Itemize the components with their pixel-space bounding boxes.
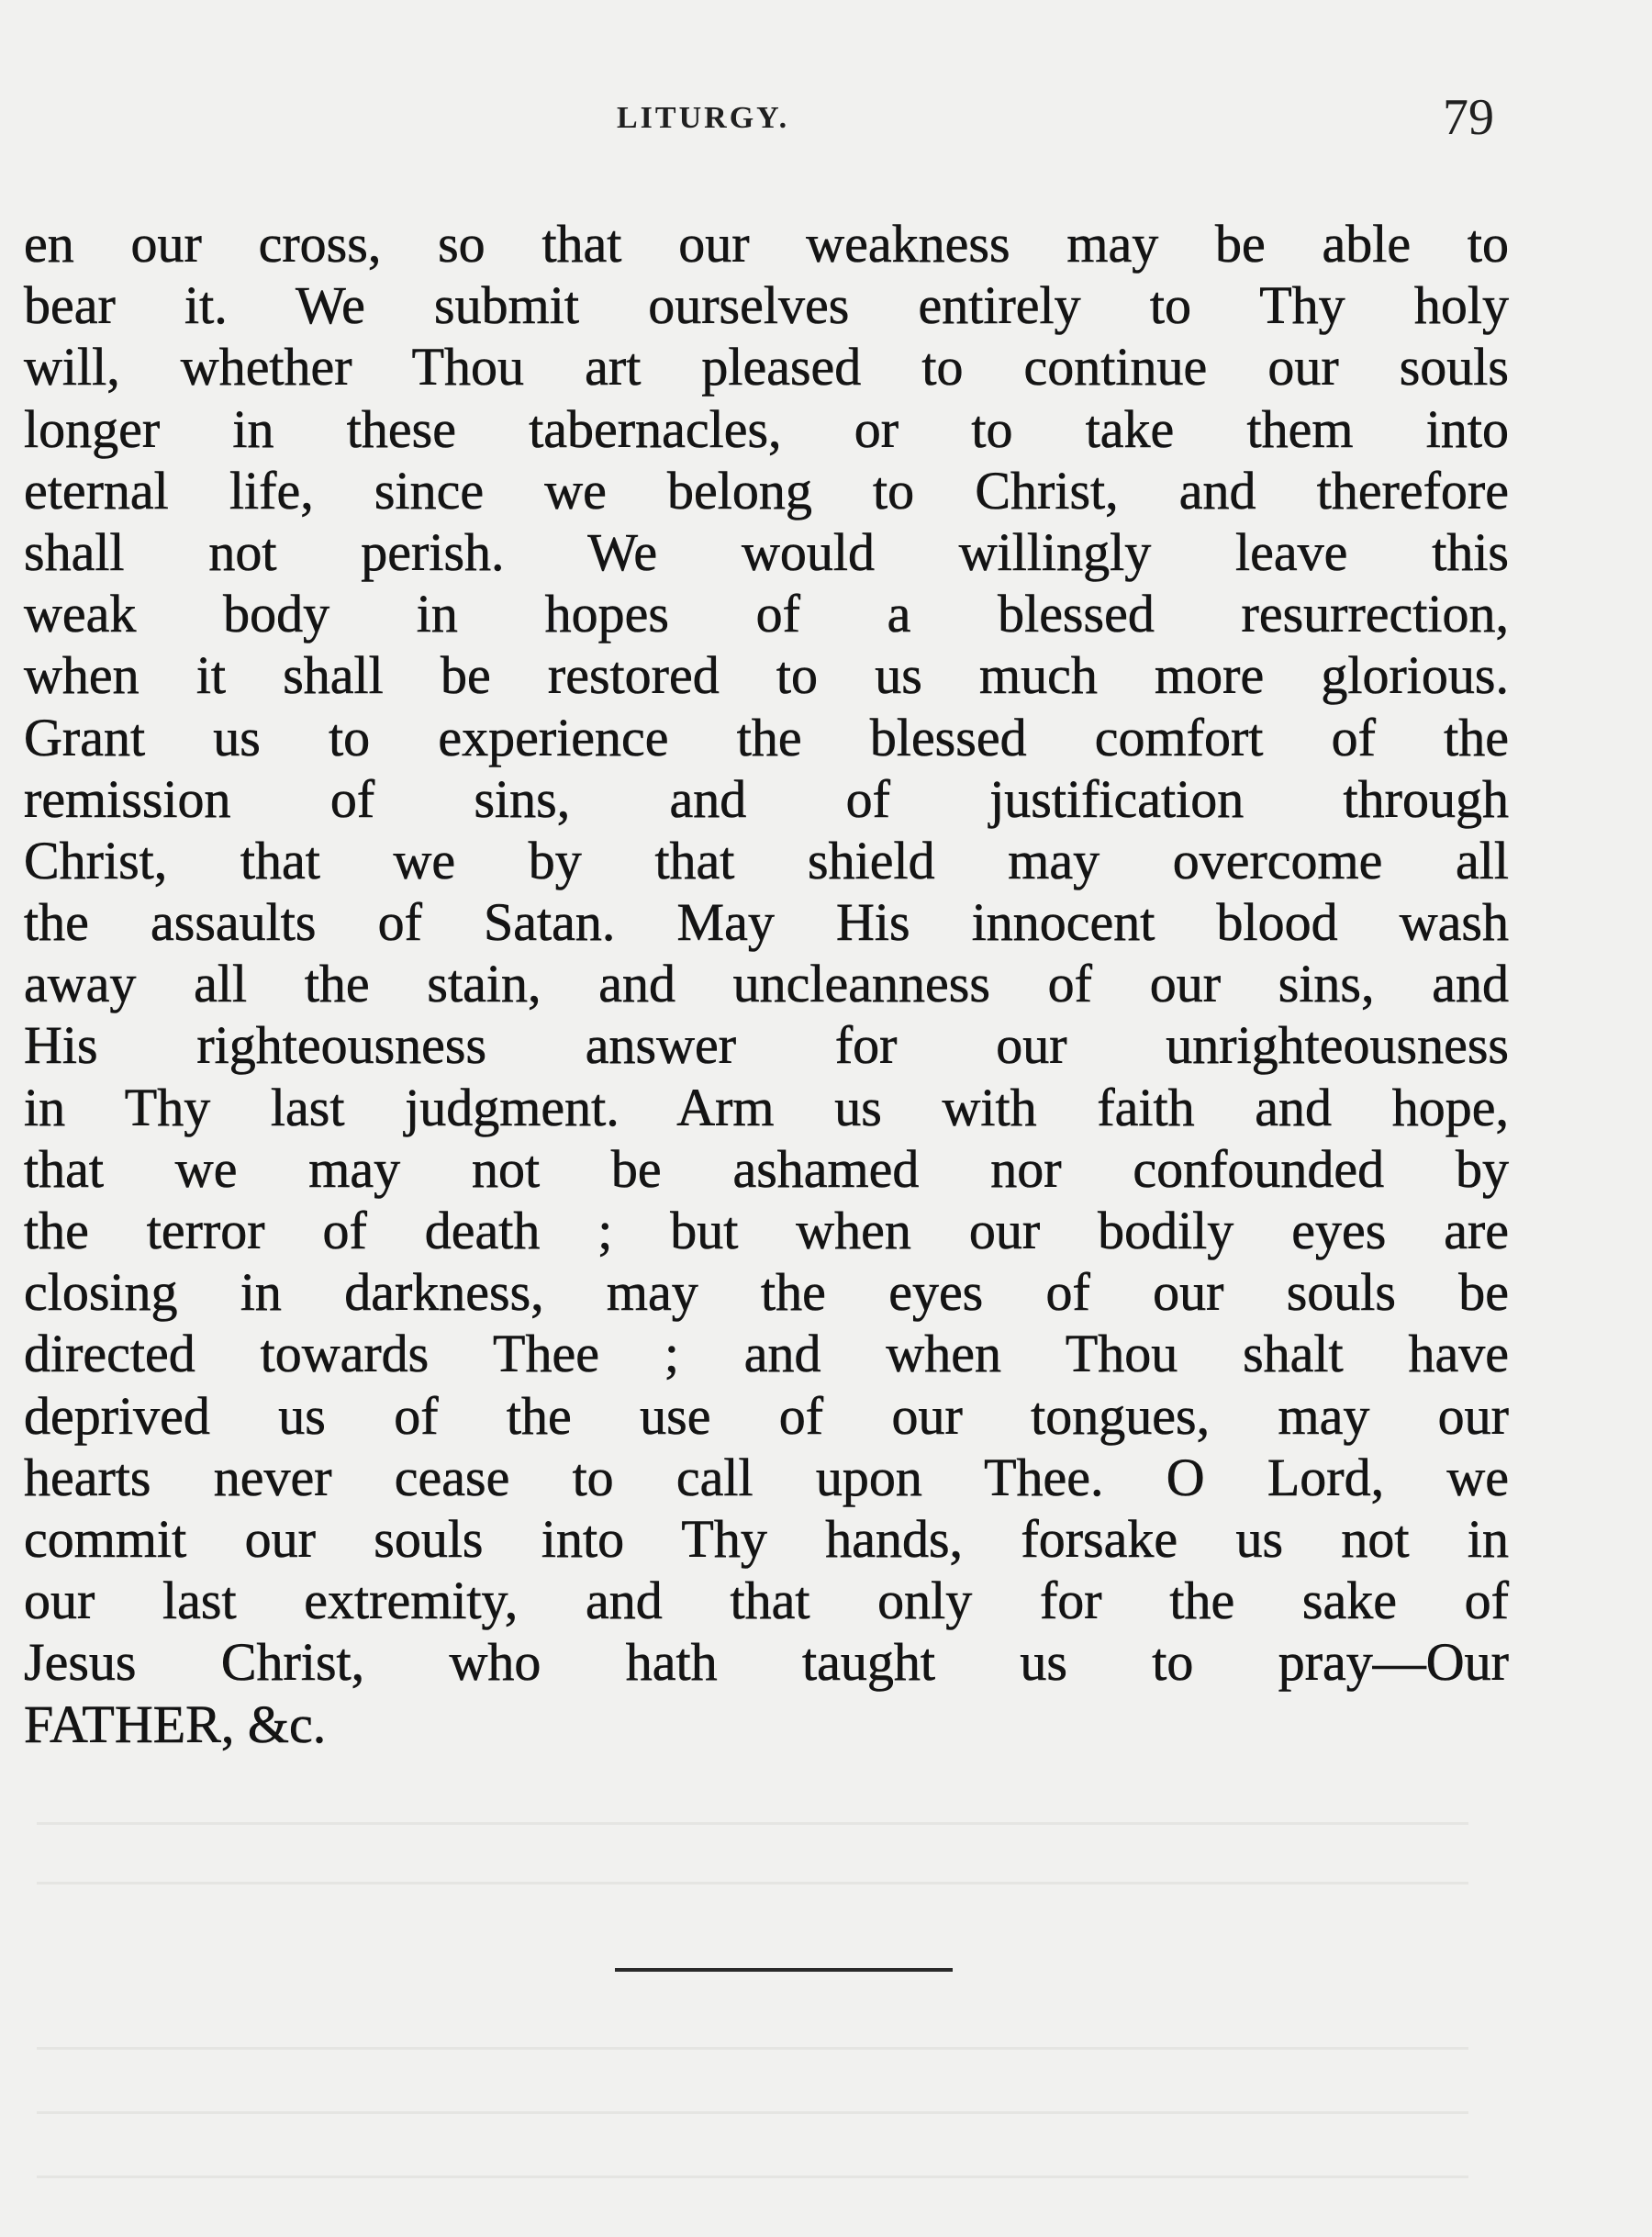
text-line: the terror of death ; but when our bodily eyes are: [24, 1201, 1509, 1260]
text-line: shall not perish. We would willingly leave this: [24, 521, 1509, 582]
text-line: will, whether Thou art pleased to continue our souls: [24, 337, 1509, 397]
show-through-mark: [37, 1882, 1468, 1885]
text-line: commit our souls into Thy hands, forsake us not in: [24, 1508, 1509, 1569]
text-line: bear it. We submit ourselves entirely to Thy holy: [24, 275, 1509, 336]
body-text: [24, 213, 1509, 1755]
text-line: that we may not be ashamed nor confounded by: [24, 1138, 1509, 1199]
text-line: away all the stain, and uncleanness of our sins, and: [24, 954, 1509, 1014]
text-line: in Thy last judgment. Arm us with faith and hope,: [24, 1077, 1509, 1137]
text-line: the assaults of Satan. May His innocent blood wash: [24, 892, 1509, 953]
text-line-closing: FATHER, &c.: [24, 1694, 327, 1754]
text-line: directed towards Thee ; and when Thou shalt have: [24, 1324, 1509, 1384]
show-through-mark: [37, 1822, 1468, 1825]
text-line: hearts never cease to call upon Thee. O Lord, we: [24, 1447, 1509, 1507]
show-through-mark: [37, 2047, 1468, 2050]
page-number: 79: [1443, 89, 1494, 146]
running-head: [0, 88, 1652, 146]
text-line: weak body in hopes of a blessed resurrection,: [24, 584, 1509, 644]
text-line: longer in these tabernacles, or to take them into: [24, 398, 1509, 459]
text-line: deprived us of the use of our tongues, may our: [24, 1385, 1509, 1446]
text-line: Christ, that we by that shield may overcome all: [24, 830, 1509, 890]
text-line: His righteousness answer for our unrighteousness: [24, 1015, 1509, 1076]
text-line: remission of sins, and of justification through: [24, 768, 1509, 829]
show-through-mark: [37, 2111, 1468, 2114]
text-line: Grant us to experience the blessed comfort of the: [24, 707, 1509, 767]
show-through-mark: [37, 2175, 1468, 2178]
section-divider-rule: [615, 1968, 953, 1972]
text-line: when it shall be restored to us much more glorious.: [24, 645, 1509, 706]
text-line: our last extremity, and that only for the sake of: [24, 1571, 1509, 1631]
running-head-title: LITURGY.: [617, 101, 790, 135]
text-line: eternal life, since we belong to Christ, and therefore: [24, 460, 1509, 520]
text-line: closing in darkness, may the eyes of our souls be: [24, 1262, 1509, 1323]
text-line: en our cross, so that our weakness may be able to: [24, 214, 1509, 274]
text-line: Jesus Christ, who hath taught us to pray—Our: [24, 1632, 1509, 1693]
